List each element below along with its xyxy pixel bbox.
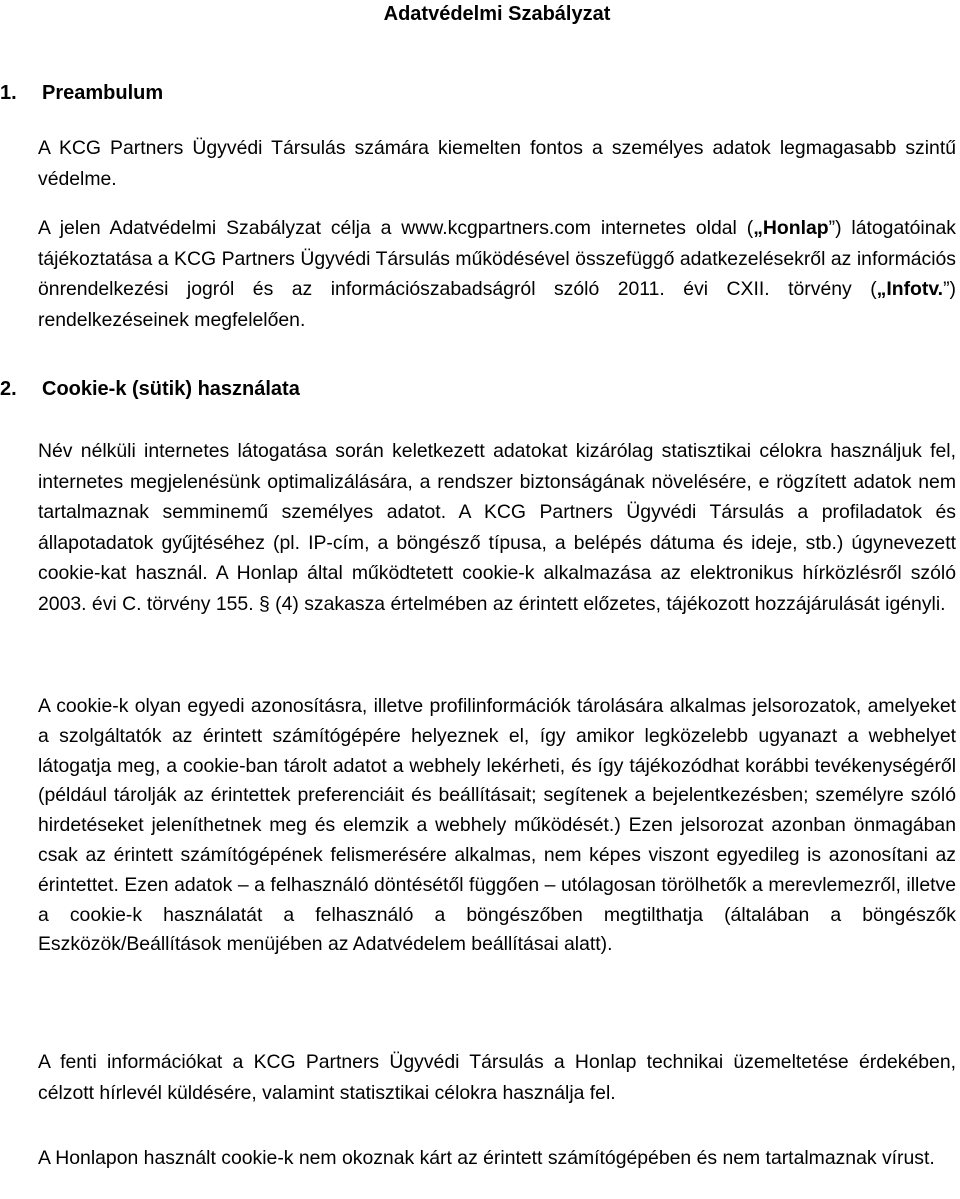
section-number: 1. [0, 82, 17, 104]
document-title: Adatvédelmi Szabályzat [383, 3, 611, 25]
paragraph-cookie-definition: A cookie-k olyan egyedi azonosításra, illetve profilinformációk tárolására alkalmas jelsorozatok, amelyeket a szolgáltatók az érintett számítógépére helyeznek el, így amikor legközelebb ugyanazt a webhelyet látogatja meg, a cookie-ban tárolt adatot a webhely lekérheti, és így tájékozódhat korábbi tevékenységéről (például tárolják az érintettek preferenciáit és beállításait; segítenek a bejelentkezésben; személyre szóló hirdetéseket jeleníthetnek meg és elemzik a webhely működését.) Ezen jelsorozat azonban önmagában csak az érintett számítógépének felismerésére alkalmas, nem képes viszont egyedileg is azonosítani az érintettet. Ezen adatok – a felhasználó döntésétől függően – utólagosan törölhetők a merevlemezről, illetve a cookie-k használatát a felhasználó a böngészőben megtilthatja (általában a böngészők Eszközök/Beállítások menüjében az Adatvédelem beállításai alatt). [38, 695, 956, 956]
paragraph-text: A jelen Adatvédelmi Szabályzat célja a www.kcgpartners.com internetes oldal ( [38, 217, 754, 239]
paragraph-text: ”) látogatóinak tájékoztatása a KCG Partners Ügyvédi Társulás működésével összefüggő adatkezelésekről az információs önrendelkezési jogról és az információszabadságról szóló 2011. évi CXII. törvény ( [38, 217, 956, 301]
defined-term-honlap: „Honlap [753, 217, 829, 239]
paragraph-cookie-usage: Név nélküli internetes látogatása során keletkezett adatokat kizárólag statisztikai célokra használjuk fel, internetes megjelenésünk optimalizálására, a rendszer biztonságának növelésére, e rögzített adatok nem tartalmaznak semminemű személyes adatot. A KCG Partners Ügyvédi Társulás a profiladatok és állapotadatok gyűjtéséhez (pl. IP-cím, a böngésző típusa, a belépés dátuma és ideje, stb.) úgynevezett cookie-kat használ. A Honlap által működtetett cookie-k alkalmazása az elektronikus hírközlésről szóló 2003. évi C. törvény 155. § (4) szakasza értelmében az érintett előzetes, tájékozott hozzájárulását igényli. [38, 440, 956, 615]
section-title: Cookie-k (sütik) használata [42, 378, 300, 400]
paragraph-purpose [38, 213, 956, 335]
section-number: 2. [0, 378, 17, 400]
paragraph-text: ”) rendelkezéseinek megfelelően. [38, 278, 956, 331]
defined-term-infotv: „Infotv. [876, 278, 944, 301]
section-heading-cookies [0, 377, 300, 401]
section-title: Preambulum [42, 82, 164, 104]
paragraph-no-harm: A Honlapon használt cookie-k nem okoznak kárt az érintett számítógépében és nem tartalmaznak vírust. [38, 1147, 935, 1169]
paragraph-information-use: A fenti információkat a KCG Partners Ügyvédi Társulás a Honlap technikai üzemeltetése érdekében, célzott hírlevél küldésére, valamint statisztikai célokra használja fel. [38, 1051, 956, 1104]
section-heading-preambulum [0, 81, 164, 105]
paragraph-intro: A KCG Partners Ügyvédi Társulás számára kiemelten fontos a személyes adatok legmagasabb szintű védelme. [38, 137, 956, 190]
